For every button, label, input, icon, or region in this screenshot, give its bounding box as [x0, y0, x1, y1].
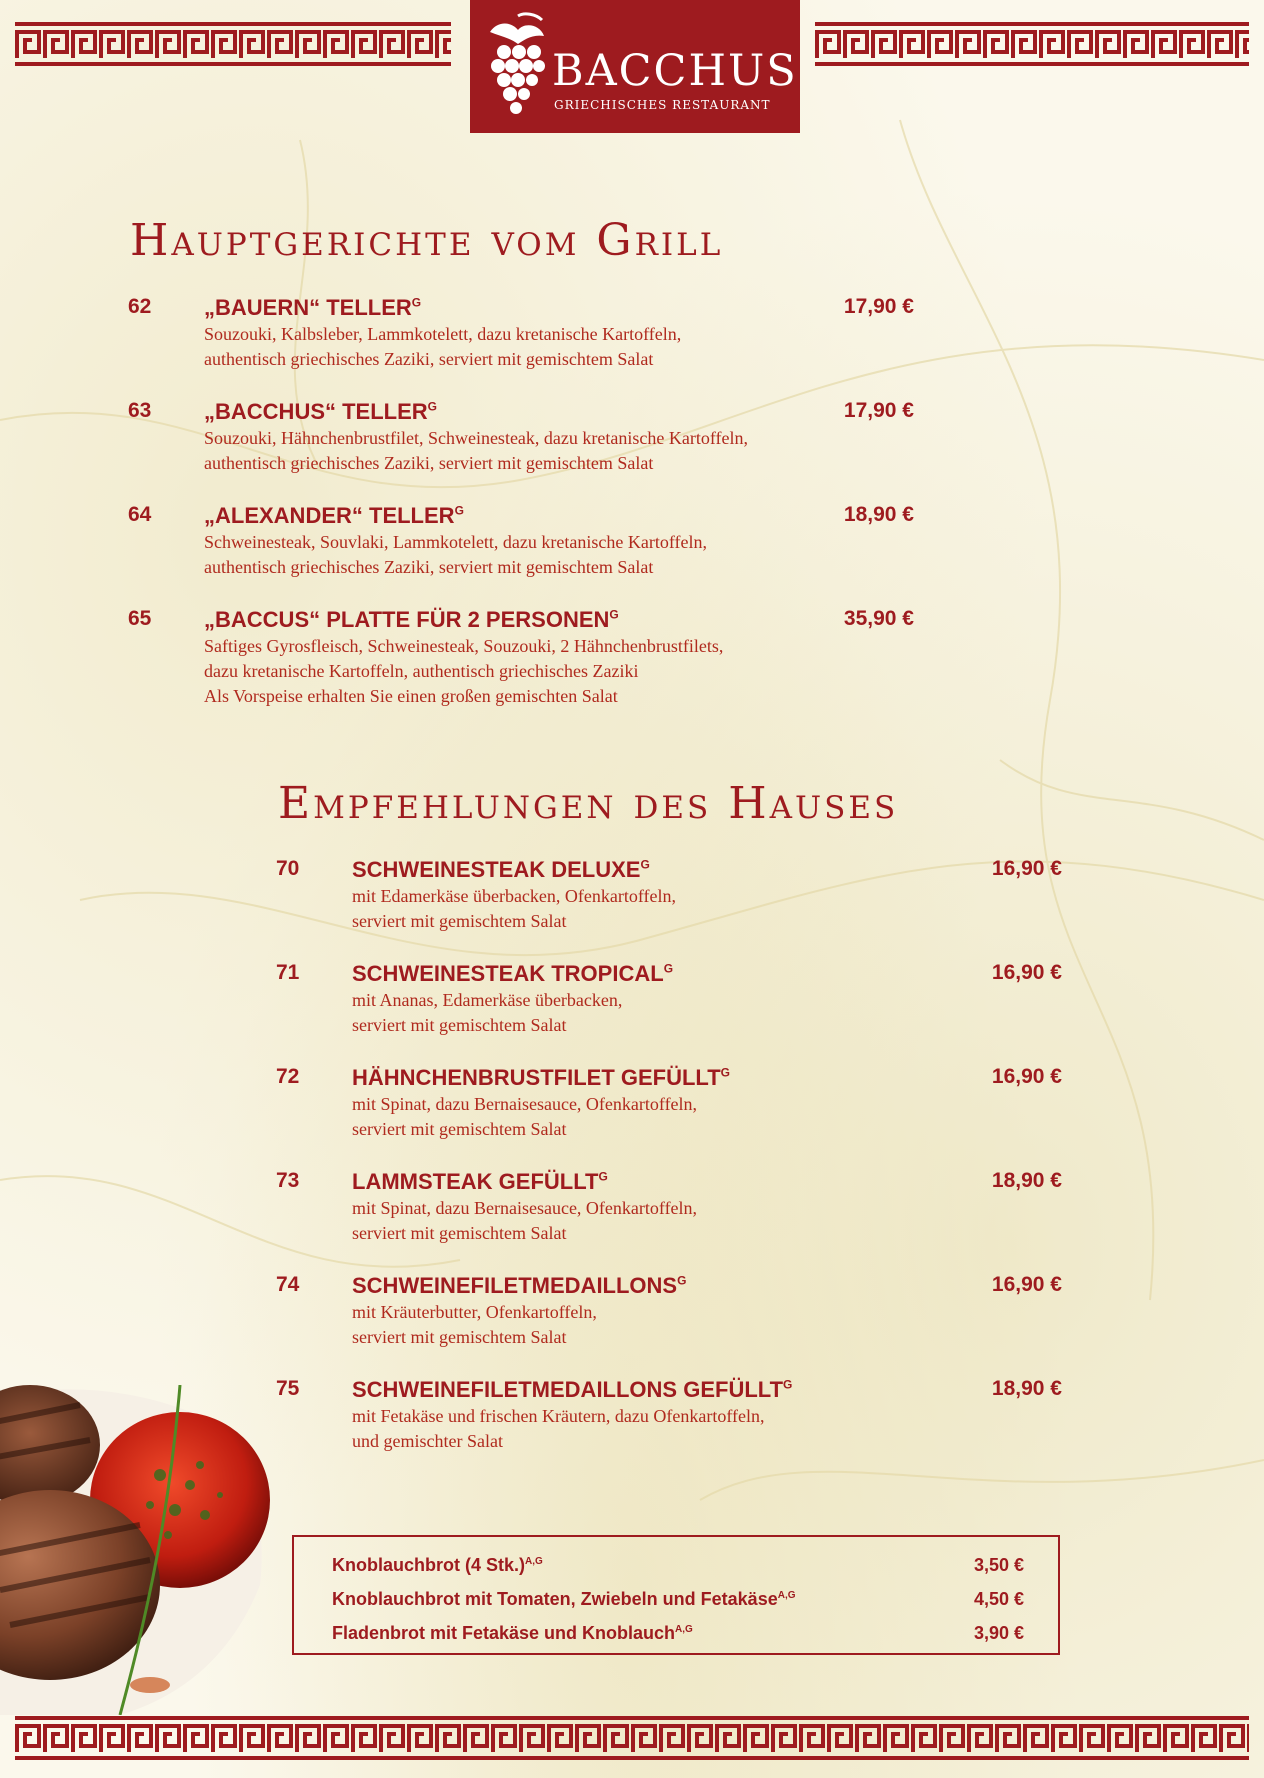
menu-item-description [204, 322, 681, 372]
description-line: und gemischter Salat [352, 1431, 503, 1451]
allergen-marker: A,G [675, 1624, 693, 1635]
menu-item-number: 71 [276, 961, 300, 984]
menu-item [128, 503, 914, 583]
description-line: serviert mit gemischtem Salat [352, 1327, 567, 1347]
allergen-marker: G [677, 1273, 687, 1288]
allergen-marker: G [427, 399, 438, 414]
menu-item-number: 70 [276, 857, 300, 880]
allergen-marker: A,G [777, 1590, 796, 1601]
menu-item-title [204, 607, 619, 633]
restaurant-logo [470, 0, 800, 133]
menu-item [276, 961, 1062, 1041]
menu-item-description [352, 884, 676, 934]
allergen-marker: G [720, 1065, 731, 1080]
menu-item-price: 18,90 € [843, 503, 914, 526]
menu-item-title-text: SCHWEINEFILETMEDAILLONS [352, 1273, 678, 1298]
menu-item-description [352, 1092, 697, 1142]
allergen-marker: G [663, 961, 674, 976]
description-line: Als Vorspeise erhalten Sie einen großen gemischten Salat [204, 686, 618, 706]
menu-item-price: 16,90 € [991, 961, 1062, 984]
menu-item-title-text: „BAUERN“ TELLER [204, 295, 412, 320]
menu-item-title [204, 295, 421, 321]
menu-item-number: 63 [128, 399, 152, 422]
menu-item-title [352, 1377, 792, 1403]
menu-item-price: 16,90 € [991, 1273, 1062, 1296]
description-line: serviert mit gemischtem Salat [352, 911, 567, 931]
grapes-icon [484, 10, 550, 122]
bread-sides-box [292, 1535, 1060, 1655]
bread-item-name [332, 1623, 693, 1644]
menu-item-title-text: SCHWEINESTEAK TROPICAL [352, 961, 664, 986]
bread-item-price: 4,50 € [973, 1589, 1024, 1609]
menu-item-description [352, 988, 622, 1038]
description-line: Saftiges Gyrosfleisch, Schweinesteak, Souzouki, 2 Hähnchenbrustfilets, [204, 636, 724, 656]
description-line: mit Fetakäse und frischen Kräutern, dazu Ofenkartoffeln, [352, 1406, 765, 1426]
description-line: serviert mit gemischtem Salat [352, 1015, 567, 1035]
menu-item-price: 16,90 € [991, 1065, 1062, 1088]
description-line: mit Spinat, dazu Bernaisesauce, Ofenkartoffeln, [352, 1094, 698, 1114]
menu-item [128, 399, 914, 479]
greek-key-border-bottom [15, 1716, 1249, 1760]
description-line: Souzouki, Hähnchenbrustfilet, Schweinesteak, dazu kretanische Kartoffeln, [204, 428, 748, 448]
menu-item-price: 18,90 € [991, 1377, 1062, 1400]
menu-item-number: 73 [276, 1169, 300, 1192]
menu-item-title-text: SCHWEINESTEAK DELUXE [352, 857, 641, 882]
menu-item-title [352, 1065, 730, 1091]
menu-item [128, 295, 914, 375]
menu-item-price: 17,90 € [843, 399, 914, 422]
description-line: authentisch griechisches Zaziki, serviert mit gemischtem Salat [204, 557, 654, 577]
menu-item-price: 35,90 € [843, 607, 914, 630]
menu-item-title-text: „ALEXANDER“ TELLER [204, 503, 455, 528]
bread-item-name [332, 1555, 543, 1576]
menu-item-description [352, 1404, 765, 1454]
description-line: mit Spinat, dazu Bernaisesauce, Ofenkartoffeln, [352, 1198, 698, 1218]
bread-item-name-text: Fladenbrot mit Fetakäse und Knoblauch [332, 1623, 676, 1643]
logo-name: BACCHUS [552, 46, 798, 96]
bread-item-name [332, 1589, 796, 1610]
greek-key-border-top-right [815, 22, 1249, 66]
menu-item-title [352, 857, 650, 883]
menu-item-number: 64 [128, 503, 152, 526]
menu-item-description [352, 1300, 597, 1350]
bread-item [332, 1623, 1024, 1653]
menu-item-title-text: „BACCUS“ PLATTE FÜR 2 PERSONEN [204, 607, 610, 632]
heading-grill: Hauptgerichte vom Grill [130, 215, 724, 266]
description-line: mit Kräuterbutter, Ofenkartoffeln, [352, 1302, 597, 1322]
description-line: authentisch griechisches Zaziki, serviert mit gemischtem Salat [204, 453, 654, 473]
allergen-marker: A,G [525, 1556, 543, 1567]
menu-item-title-text: „BACCHUS“ TELLER [204, 399, 428, 424]
allergen-marker: G [454, 503, 464, 518]
grilled-food-photo [0, 1385, 270, 1715]
allergen-marker: G [598, 1169, 608, 1184]
description-line: dazu kretanische Kartoffeln, authentisch griechisches Zaziki [204, 661, 639, 681]
menu-item [276, 1065, 1062, 1145]
menu-item-title-text: SCHWEINEFILETMEDAILLONS GEFÜLLT [352, 1377, 784, 1402]
menu-item-number: 75 [276, 1377, 300, 1400]
menu-item-description [204, 634, 723, 709]
menu-item-title [352, 1273, 686, 1299]
menu-item-title-text: HÄHNCHENBRUSTFILET GEFÜLLT [352, 1065, 721, 1090]
bread-item [332, 1589, 1024, 1619]
menu-item-title [352, 961, 673, 987]
menu-item [276, 1273, 1062, 1353]
description-line: serviert mit gemischtem Salat [352, 1223, 567, 1243]
menu-item-number: 65 [128, 607, 152, 630]
allergen-marker: G [609, 607, 619, 622]
bread-item-price: 3,90 € [973, 1623, 1024, 1643]
menu-item-number: 72 [276, 1065, 300, 1088]
bread-item-name-text: Knoblauchbrot (4 Stk.) [332, 1555, 525, 1575]
allergen-marker: G [411, 295, 422, 310]
greek-key-border-top-left [15, 22, 451, 66]
bread-item [332, 1555, 1024, 1585]
description-line: mit Edamerkäse überbacken, Ofenkartoffeln, [352, 886, 677, 906]
menu-item [128, 607, 914, 712]
menu-item-title [204, 399, 437, 425]
menu-item-price: 17,90 € [843, 295, 914, 318]
menu-item-title [352, 1169, 608, 1195]
description-line: authentisch griechisches Zaziki, serviert mit gemischtem Salat [204, 349, 654, 369]
menu-item-description [204, 426, 748, 476]
allergen-marker: G [640, 857, 650, 872]
menu-item-price: 16,90 € [991, 857, 1062, 880]
menu-item-number: 62 [128, 295, 152, 318]
description-line: Souzouki, Kalbsleber, Lammkotelett, dazu kretanische Kartoffeln, [204, 324, 682, 344]
description-line: Schweinesteak, Souvlaki, Lammkotelett, dazu kretanische Kartoffeln, [204, 532, 708, 552]
description-line: mit Ananas, Edamerkäse überbacken, [352, 990, 623, 1010]
menu-item-description [204, 530, 707, 580]
heading-house-recommendations: Empfehlungen des Hauses [278, 778, 899, 829]
description-line: serviert mit gemischtem Salat [352, 1119, 567, 1139]
menu-item-number: 74 [276, 1273, 300, 1296]
bread-item-name-text: Knoblauchbrot mit Tomaten, Zwiebeln und Fetakäse [332, 1589, 778, 1609]
menu-item [276, 857, 1062, 937]
menu-item [276, 1377, 1062, 1457]
allergen-marker: G [783, 1377, 793, 1392]
menu-item-title [204, 503, 464, 529]
menu-item [276, 1169, 1062, 1249]
menu-item-title-text: LAMMSTEAK GEFÜLLT [352, 1169, 599, 1194]
menu-item-description [352, 1196, 697, 1246]
bread-item-price: 3,50 € [973, 1555, 1024, 1575]
logo-subtitle: GRIECHISCHES RESTAURANT [554, 98, 771, 112]
menu-item-price: 18,90 € [991, 1169, 1062, 1192]
